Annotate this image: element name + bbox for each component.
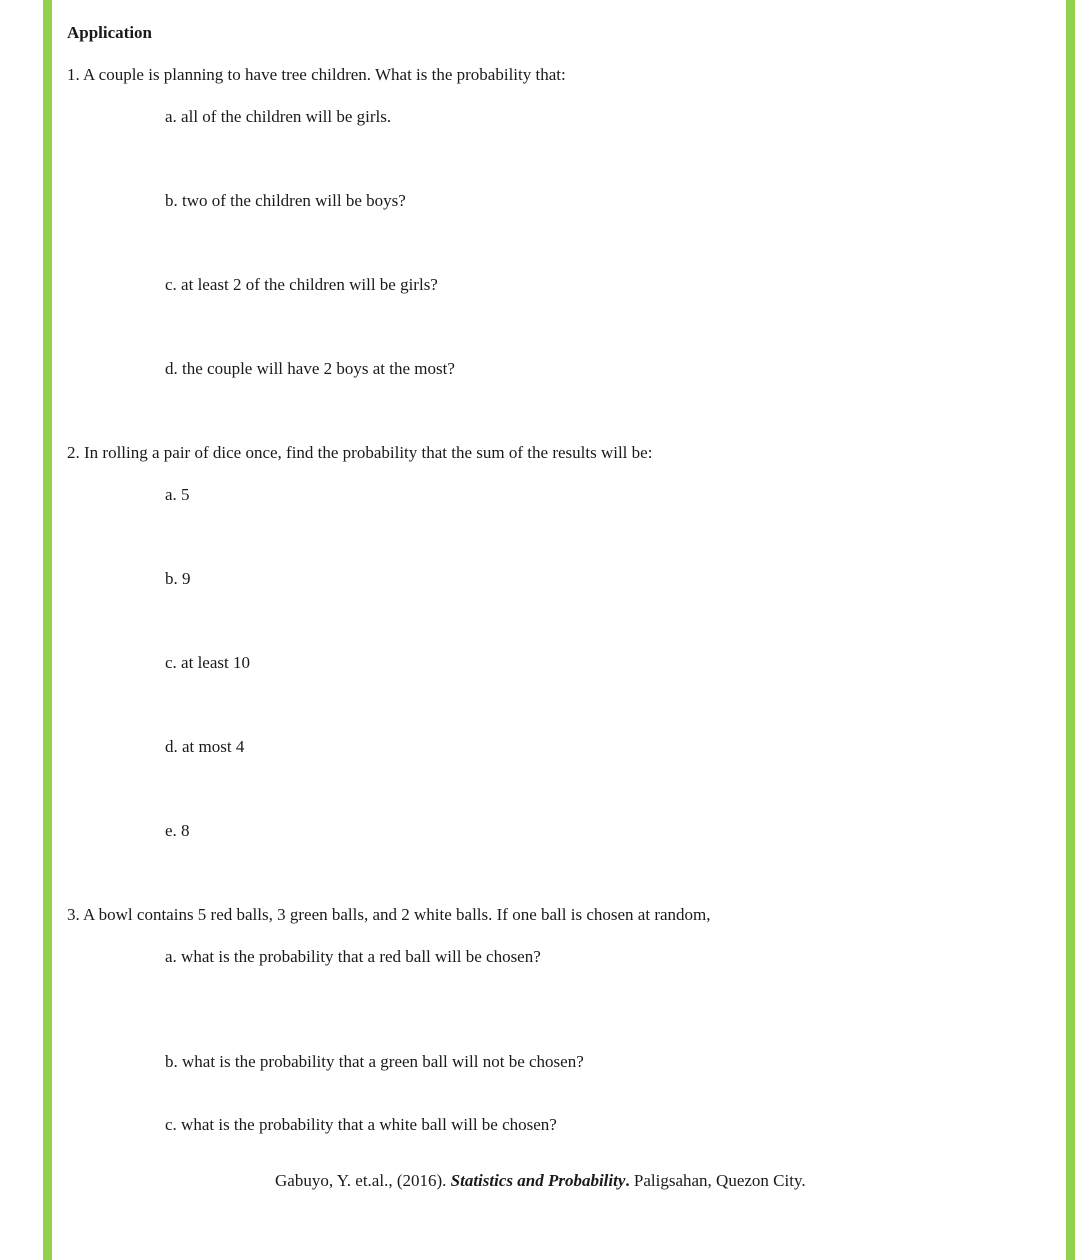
- question-3-item-c: c. what is the probability that a white ball will be chosen?: [165, 1115, 557, 1134]
- question-1-item-c: c. at least 2 of the children will be girls?: [165, 275, 438, 294]
- question-2-item-e: e. 8: [165, 821, 190, 840]
- question-2-item-b: b. 9: [165, 569, 191, 588]
- question-1: 1. A couple is planning to have tree children. What is the probability that:: [67, 65, 566, 84]
- citation: [275, 1171, 806, 1191]
- section-heading: Application: [67, 23, 153, 42]
- citation-title-period: .: [625, 1171, 630, 1190]
- question-2: 2. In rolling a pair of dice once, find the probability that the sum of the results will be:: [67, 443, 653, 462]
- question-1-item-a: a. all of the children will be girls.: [165, 107, 392, 126]
- question-3-item-a: a. what is the probability that a red ball will be chosen?: [165, 947, 541, 966]
- question-2-item-d: d. at most 4: [165, 737, 245, 756]
- question-1-item-d: d. the couple will have 2 boys at the most?: [165, 359, 455, 378]
- citation-authors: Gabuyo, Y. et.al., (2016).: [275, 1171, 451, 1190]
- question-2-item-a: a. 5: [165, 485, 190, 504]
- right-green-border: [1066, 0, 1075, 1260]
- question-3: 3. A bowl contains 5 red balls, 3 green balls, and 2 white balls. If one ball is chosen at random,: [67, 905, 711, 924]
- left-green-border: [43, 0, 52, 1260]
- question-2-item-c: c. at least 10: [165, 653, 250, 672]
- question-3-item-b: b. what is the probability that a green ball will not be chosen?: [165, 1052, 584, 1071]
- question-1-item-b: b. two of the children will be boys?: [165, 191, 406, 210]
- citation-title: Statistics and Probability: [450, 1171, 626, 1190]
- citation-publisher: Paligsahan, Quezon City.: [629, 1171, 806, 1190]
